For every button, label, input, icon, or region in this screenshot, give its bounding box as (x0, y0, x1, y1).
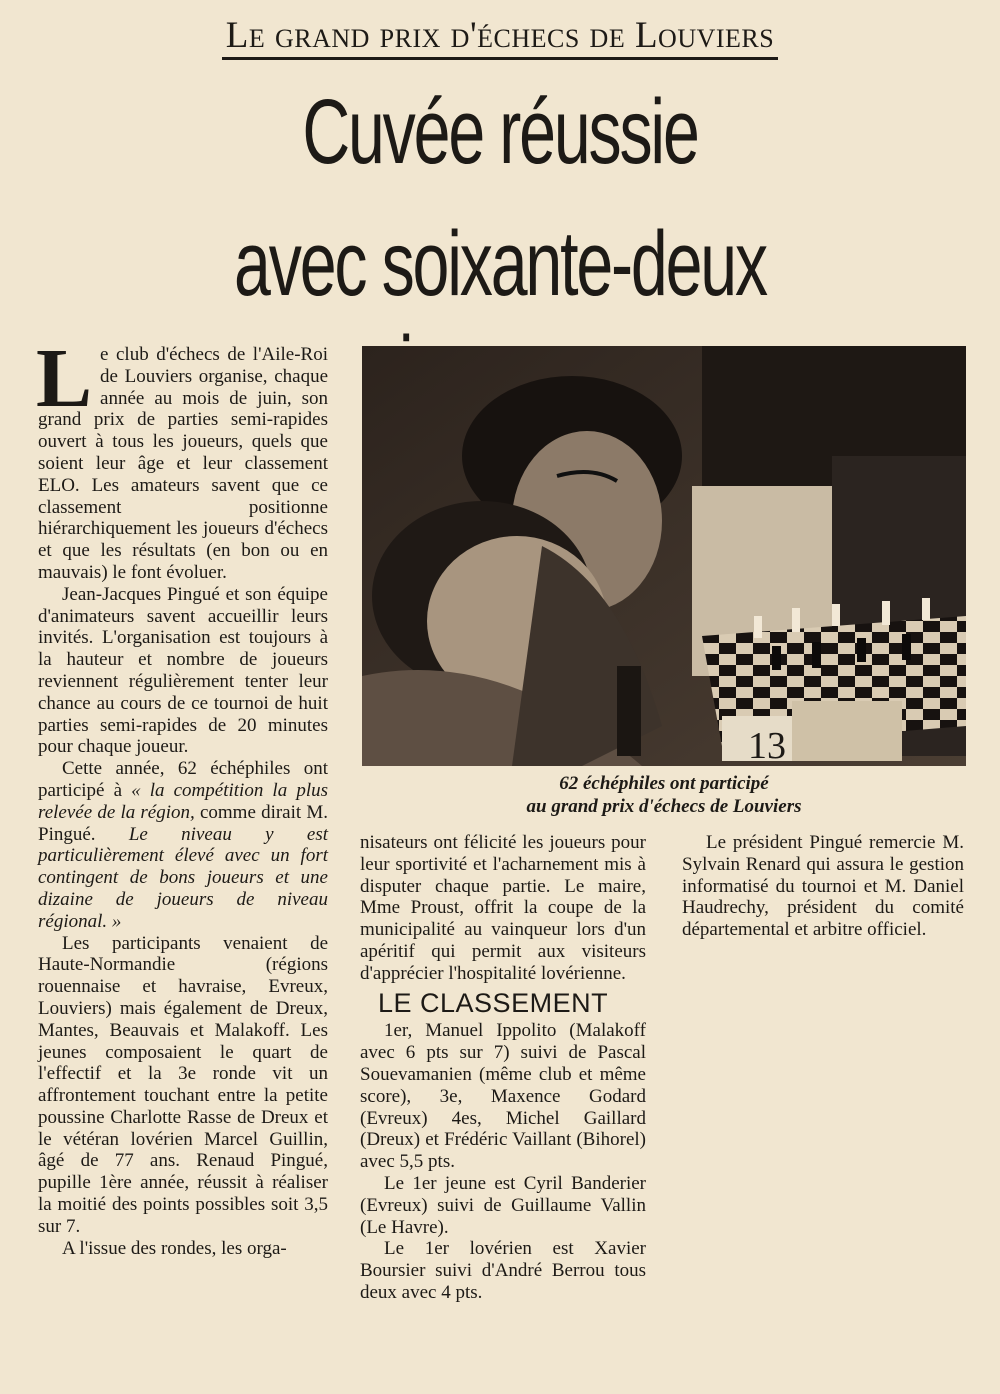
paragraph-3-mid: comme dirait M. Pingué. (38, 801, 328, 845)
drop-cap: L (36, 332, 93, 425)
classement-paragraph-2: Le 1er jeune est Cyril Banderier (Evreux) suivi de Guillaume Vallin (Le Havre). (360, 1172, 646, 1238)
classement-title: LE CLASSEMENT (378, 987, 609, 1018)
chess-photo (362, 346, 966, 766)
headline-line-1: Cuvée réussie (302, 81, 698, 183)
table-number: 13 (748, 725, 786, 766)
paragraph-2: Jean-Jacques Pingué et son équipe d'animateurs savent accueillir leurs invités. L'organisation est toujours à la hauteur et nombre de joueurs reviennent régulièrement tenter leur chance au cours de ce tournoi de huit parties semi-rapides de 20 minutes pour chaque joueur. (38, 583, 328, 758)
article-column-3 (682, 832, 964, 941)
paragraph-3-start: Cette année, 62 échéphiles ont participé à (38, 758, 328, 801)
article-column-2 (360, 832, 646, 1304)
quote-1: « la compétition la plus relevée de la région, (38, 779, 328, 823)
paragraph-6: Le président Pingué remercie M. Sylvain Renard qui assura le gestion informatisé du tournoi et M. Daniel Haudrechy, président du comité départemental et arbitre officiel. (682, 832, 964, 941)
paragraph-3 (38, 758, 328, 932)
article-column-1 (36, 332, 329, 1259)
chess-photo-illustration (362, 346, 966, 766)
classement-paragraph-1: 1er, Manuel Ippolito (Malakoff avec 6 pts sur 7) suivi de Pascal Souevamanien (même club et même score), 3e, Maxence Godard (Evreux) 4es, Michel Gaillard (Dreux) et Frédéric Vaillant (Bihorel) avec 5,5 pts. (360, 1020, 646, 1173)
photo-caption (362, 772, 966, 818)
paragraph-5: A l'issue des rondes, les orga- (62, 1237, 287, 1259)
classement-paragraph-3: Le 1er lovérien est Xavier Boursier suivi d'André Berrou tous deux avec 4 pts. (360, 1238, 646, 1303)
kicker-title (0, 14, 1000, 57)
caption-line-2: au grand prix d'échecs de Louviers (526, 796, 802, 817)
paragraph-1 (36, 332, 328, 584)
caption-line-1: 62 échéphiles ont participé (559, 773, 769, 794)
paragraph-1-text: e club d'échecs de l'Aile-Roi de Louviers organise, chaque année au mois de juin, son grand prix de parties semi-rapides ouvert à tous les joueurs, quels que soient leur âge et leur classement ELO. Les amateurs savent que ce classement positionne hiérarchiquement les joueurs d'échecs et que les résultats (en bon ou en mauvais) le font évoluer. (38, 344, 328, 583)
paragraph-5-continued: nisateurs ont félicité les joueurs pour leur sportivité et l'acharnement mis à disputer chaque partie. Le maire, Mme Proust, offrit la coupe de la municipalité au vainqueur lors d'un apéritif qui permit aux visiteurs d'apprécier l'hospitalité lovérienne. (360, 832, 646, 984)
quote-2: Le niveau y est particulièrement élevé avec un fort contingent de bons joueurs et une dizaine de joueurs de niveau régional. » (38, 823, 329, 932)
headline-line-2: avec soixante-deux (234, 213, 766, 315)
paragraph-4: Les participants venaient de Haute-Normandie (régions rouennaise et havraise, Evreux, Louviers) mais également de Dreux, Mantes, Beauvais et Malakoff. Les jeunes composaient le quart de l'effectif et la 3e ronde vit un affrontement touchant entre la petite poussine Charlotte Rasse de Dreux et le vétéran lovérien Marcel Guillin, âgé de 77 ans. Renaud Pingué, pupille 1ère année, réussit à réaliser la moitié des points possibles soit 3,5 sur 7. (38, 932, 328, 1237)
kicker-text: Le grand prix d'échecs de Louviers (222, 15, 778, 60)
